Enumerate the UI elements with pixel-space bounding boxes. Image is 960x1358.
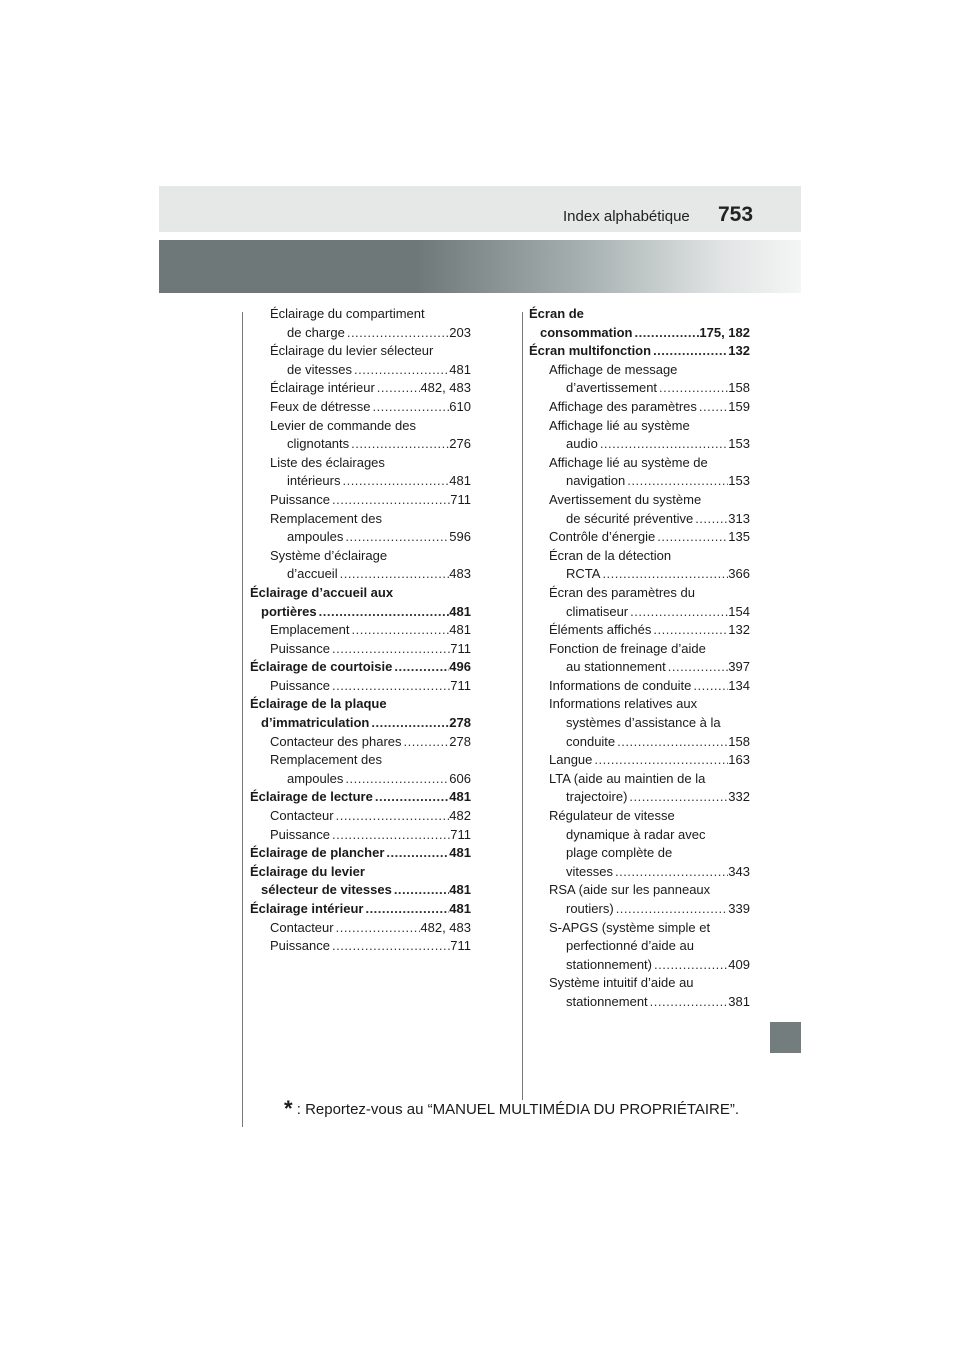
- page-reference[interactable]: 278: [449, 733, 471, 749]
- entry-text: navigation: [566, 473, 626, 489]
- dot-leader: [614, 900, 729, 919]
- dot-leader: [370, 398, 449, 417]
- left-column-rule: [242, 312, 243, 1127]
- index-entry: [529, 677, 750, 696]
- page-reference[interactable]: 381: [728, 993, 750, 1009]
- index-entry: [250, 658, 471, 677]
- dot-leader: [627, 788, 728, 807]
- page-reference[interactable]: 496: [449, 659, 471, 675]
- index-entry: [250, 454, 471, 491]
- dot-leader: [343, 770, 449, 789]
- index-entry: [250, 863, 471, 900]
- page-reference[interactable]: 596: [449, 529, 471, 545]
- entry-text: trajectoire): [566, 789, 628, 805]
- index-entry: [529, 454, 750, 491]
- entry-text: Emplacement: [270, 622, 350, 638]
- dot-leader: [693, 510, 728, 529]
- entry-text: Affichage lié au système: [549, 417, 690, 433]
- dot-leader: [651, 342, 728, 361]
- dot-leader: [340, 472, 449, 491]
- entry-text: Puissance: [270, 491, 330, 507]
- index-entry: [529, 770, 750, 807]
- entry-text: dynamique à radar avec: [566, 826, 706, 842]
- entry-text: ampoules: [287, 770, 344, 786]
- entry-text: Affichage lié au système de: [549, 454, 708, 470]
- page-number: 753: [718, 203, 754, 226]
- page-reference[interactable]: 132: [728, 622, 750, 638]
- entry-text: au stationnement: [566, 659, 666, 675]
- entry-text: Levier de commande des: [270, 417, 416, 433]
- index-entry: [250, 379, 471, 398]
- dot-leader: [330, 640, 450, 659]
- entry-text: Régulateur de vitesse: [549, 808, 675, 824]
- entry-text: Éclairage intérieur: [270, 380, 375, 396]
- dot-leader: [652, 956, 728, 975]
- index-entry: [250, 937, 471, 956]
- page-reference[interactable]: 332: [728, 789, 750, 805]
- entry-text: Liste des éclairages: [270, 454, 385, 470]
- page-reference[interactable]: 339: [728, 901, 750, 916]
- index-entry: [529, 881, 750, 918]
- dot-leader: [613, 863, 728, 882]
- entry-text: RSA (aide sur les panneaux: [549, 882, 711, 898]
- dot-leader: [352, 361, 449, 380]
- entry-text: Éclairage du levier: [250, 863, 365, 879]
- page-reference[interactable]: 158: [728, 733, 750, 749]
- entry-text: d’accueil: [287, 566, 338, 582]
- index-entry: [529, 974, 750, 1011]
- entry-text: Remplacement des: [270, 510, 382, 526]
- dot-leader: [375, 379, 421, 398]
- entry-text: Avertissement du système: [549, 491, 702, 507]
- page-reference[interactable]: 409: [728, 956, 750, 972]
- entry-text: conduite: [566, 733, 616, 749]
- entry-text: Informations relatives aux: [549, 696, 698, 712]
- index-entry: [250, 900, 471, 919]
- entry-text: sélecteur de vitesses: [261, 882, 392, 898]
- index-entry: [529, 919, 750, 975]
- page-reference[interactable]: 481: [449, 882, 471, 898]
- dot-leader: [657, 379, 728, 398]
- entry-text: Contacteur: [270, 808, 334, 824]
- index-entry: [529, 417, 750, 454]
- page-reference[interactable]: 343: [728, 863, 750, 879]
- page-reference[interactable]: 203: [449, 324, 471, 340]
- index-entry: [250, 491, 471, 510]
- page-reference[interactable]: 278: [449, 715, 471, 731]
- dot-leader: [334, 807, 450, 826]
- index-entry: [529, 621, 750, 640]
- dot-leader: [330, 937, 450, 956]
- entry-text: Affichage des paramètres: [549, 398, 697, 414]
- dot-leader: [697, 398, 728, 417]
- entry-text: RCTA: [566, 566, 601, 582]
- dot-leader: [384, 844, 449, 863]
- dot-leader: [330, 677, 450, 696]
- page-reference[interactable]: 482, 483: [420, 919, 471, 935]
- index-entry: [250, 305, 471, 342]
- page-reference[interactable]: 313: [728, 510, 750, 526]
- entry-text: Informations de conduite: [549, 677, 692, 693]
- page-reference[interactable]: 132: [728, 343, 750, 359]
- entry-text: S-APGS (système simple et: [549, 919, 711, 935]
- header-bar: [159, 186, 801, 232]
- entry-text: Éclairage intérieur: [250, 901, 364, 916]
- page-reference[interactable]: 711: [450, 677, 471, 693]
- page-reference[interactable]: 154: [728, 603, 750, 619]
- entry-text: d’avertissement: [566, 380, 658, 396]
- index-entry: [250, 640, 471, 659]
- index-entry: [250, 417, 471, 454]
- dot-leader: [343, 528, 449, 547]
- footnote-asterisk: *: [284, 1096, 293, 1121]
- entry-text: portières: [261, 603, 317, 619]
- index-entry: [529, 695, 750, 751]
- dot-leader: [632, 324, 699, 343]
- dot-leader: [349, 435, 449, 454]
- section-thumb-tab[interactable]: [770, 1022, 801, 1053]
- entry-text: Écran multifonction: [529, 343, 652, 359]
- page-reference[interactable]: 397: [728, 659, 750, 675]
- index-entry: [529, 640, 750, 677]
- page-reference[interactable]: 163: [728, 752, 750, 768]
- page-reference[interactable]: 134: [728, 677, 750, 693]
- index-entry: [529, 491, 750, 528]
- index-entry: [250, 510, 471, 547]
- page-reference[interactable]: 481: [449, 845, 471, 861]
- dot-leader: [600, 565, 728, 584]
- entry-text: d’immatriculation: [261, 715, 370, 731]
- dot-leader: [592, 751, 728, 770]
- footnote-text: : Reportez-vous au “MANUEL MULTIMÉDIA DU PROPRIÉTAIRE”.: [296, 1101, 740, 1118]
- index-entry: [529, 751, 750, 770]
- index-entry: [250, 621, 471, 640]
- page-reference[interactable]: 481: [449, 789, 471, 805]
- entry-text: Affichage de message: [549, 361, 678, 377]
- dot-leader: [655, 528, 728, 547]
- page-reference[interactable]: 711: [450, 491, 471, 507]
- dot-leader: [369, 714, 449, 733]
- entry-text: clignotants: [287, 436, 350, 452]
- index-entry: [250, 788, 471, 807]
- entry-text: systèmes d’assistance à la: [566, 715, 721, 731]
- entry-text: stationnement: [566, 993, 648, 1009]
- page-reference[interactable]: 482: [449, 808, 471, 824]
- index-entry: [250, 751, 471, 788]
- index-entry: [529, 528, 750, 547]
- entry-text: Feux de détresse: [270, 398, 371, 414]
- page-reference[interactable]: 483: [449, 566, 471, 582]
- page-reference[interactable]: 481: [449, 622, 471, 638]
- entry-text: LTA (aide au maintien de la: [549, 770, 706, 786]
- page-reference[interactable]: 366: [728, 566, 750, 582]
- dot-leader: [666, 658, 729, 677]
- dot-leader: [625, 472, 728, 491]
- decorative-band: [159, 240, 801, 293]
- dot-leader: [334, 919, 421, 938]
- entry-text: Puissance: [270, 677, 330, 693]
- entry-text: plage complète de: [566, 845, 673, 861]
- dot-leader: [363, 900, 449, 919]
- middle-column-rule: [522, 312, 523, 1100]
- entry-text: Éclairage du compartiment: [270, 306, 425, 321]
- entry-text: Système intuitif d’aide au: [549, 975, 694, 991]
- footnote: [284, 1096, 739, 1122]
- page-reference[interactable]: 482, 483: [420, 380, 471, 396]
- page-reference[interactable]: 610: [449, 398, 471, 414]
- entry-text: Éclairage de courtoisie: [250, 659, 393, 675]
- dot-leader: [349, 621, 449, 640]
- index-column-left: [250, 305, 471, 956]
- index-entry: [250, 807, 471, 826]
- dot-leader: [392, 658, 449, 677]
- index-entry: [529, 305, 750, 342]
- entry-text: routiers): [566, 901, 614, 916]
- entry-text: Éclairage de plancher: [250, 845, 385, 861]
- entry-text: Écran des paramètres du: [549, 584, 695, 600]
- index-entry: [529, 547, 750, 584]
- entry-text: audio: [566, 436, 598, 452]
- entry-text: Langue: [549, 752, 593, 768]
- entry-text: climatiseur: [566, 603, 629, 619]
- index-entry: [250, 695, 471, 732]
- index-entry: [250, 826, 471, 845]
- index-entry: [250, 584, 471, 621]
- entry-text: de sécurité préventive: [566, 510, 694, 526]
- page-reference[interactable]: 175, 182: [699, 324, 750, 340]
- page-reference[interactable]: 711: [450, 640, 471, 656]
- entry-text: Éléments affichés: [549, 622, 652, 638]
- section-title: Index alphabétique: [563, 208, 690, 225]
- page-reference[interactable]: 711: [450, 938, 471, 954]
- index-entry: [250, 342, 471, 379]
- dot-leader: [373, 788, 449, 807]
- entry-text: intérieurs: [287, 473, 341, 489]
- dot-leader: [392, 881, 449, 900]
- dot-leader: [648, 993, 729, 1012]
- index-entry: [529, 584, 750, 621]
- index-entry: [529, 361, 750, 398]
- dot-leader: [317, 603, 450, 622]
- index-entry: [250, 733, 471, 752]
- page-reference[interactable]: 135: [728, 529, 750, 545]
- page-reference[interactable]: 606: [449, 770, 471, 786]
- dot-leader: [691, 677, 728, 696]
- page-reference[interactable]: 276: [449, 436, 471, 452]
- entry-text: Puissance: [270, 938, 330, 954]
- entry-text: Éclairage de la plaque: [250, 696, 387, 712]
- entry-text: stationnement): [566, 956, 652, 972]
- index-entry: [250, 547, 471, 584]
- index-entry: [250, 677, 471, 696]
- page-reference[interactable]: 153: [728, 436, 750, 452]
- index-entry: [529, 342, 750, 361]
- entry-text: vitesses: [566, 863, 613, 879]
- entry-text: de charge: [287, 324, 345, 340]
- entry-text: ampoules: [287, 529, 344, 545]
- page-reference[interactable]: 481: [449, 603, 471, 619]
- page-reference[interactable]: 153: [728, 473, 750, 489]
- page-reference[interactable]: 481: [449, 473, 471, 489]
- dot-leader: [338, 565, 450, 584]
- entry-text: de vitesses: [287, 361, 353, 377]
- page-reference[interactable]: 481: [449, 901, 471, 916]
- index-entry: [250, 919, 471, 938]
- entry-text: Contrôle d’énergie: [549, 529, 656, 545]
- dot-leader: [330, 826, 450, 845]
- index-entry: [529, 807, 750, 881]
- index-column-right: [529, 305, 750, 1012]
- index-entry: [250, 844, 471, 863]
- page-reference[interactable]: 481: [449, 361, 471, 377]
- page-reference[interactable]: 158: [728, 380, 750, 396]
- entry-text: consommation: [540, 324, 633, 340]
- entry-text: Puissance: [270, 826, 330, 842]
- dot-leader: [598, 435, 728, 454]
- entry-text: Éclairage de lecture: [250, 789, 373, 805]
- entry-text: Écran de la détection: [549, 547, 672, 563]
- dot-leader: [402, 733, 450, 752]
- entry-text: Contacteur des phares: [270, 733, 402, 749]
- dot-leader: [615, 733, 728, 752]
- index-entry: [529, 398, 750, 417]
- page-reference[interactable]: 159: [728, 398, 750, 414]
- dot-leader: [628, 603, 728, 622]
- dot-leader: [330, 491, 450, 510]
- index-entry: [250, 398, 471, 417]
- entry-text: Remplacement des: [270, 752, 382, 768]
- entry-text: Puissance: [270, 640, 330, 656]
- entry-text: Système d’éclairage: [270, 547, 388, 563]
- entry-text: perfectionné d’aide au: [566, 938, 694, 954]
- entry-text: Écran de: [529, 306, 584, 321]
- entry-text: Éclairage d’accueil aux: [250, 584, 394, 600]
- entry-text: Éclairage du levier sélecteur: [270, 343, 434, 359]
- entry-text: Fonction de freinage d’aide: [549, 640, 706, 656]
- page-reference[interactable]: 711: [450, 826, 471, 842]
- entry-text: Contacteur: [270, 919, 334, 935]
- dot-leader: [345, 324, 449, 343]
- dot-leader: [651, 621, 728, 640]
